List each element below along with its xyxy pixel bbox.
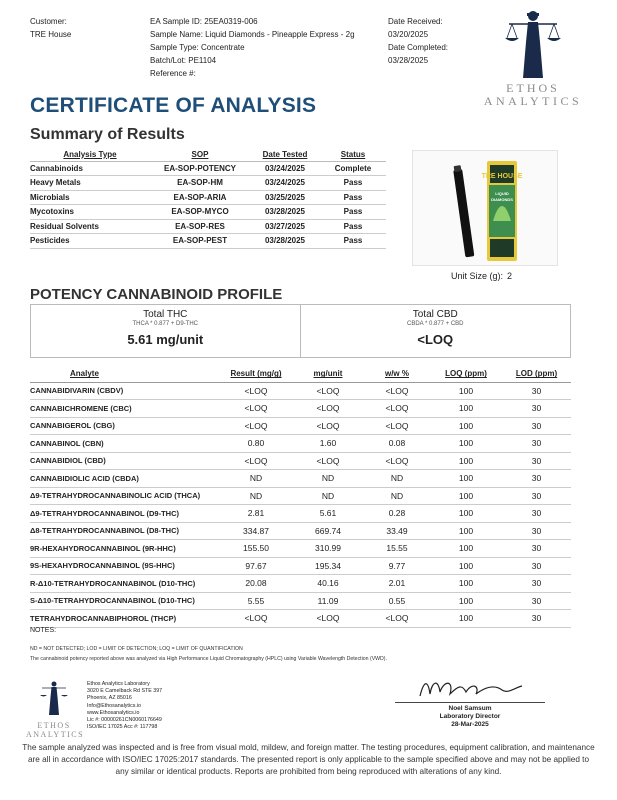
lod-ppm: 30 <box>502 505 571 523</box>
customer-label: Customer: <box>30 17 67 26</box>
certificate-title: CERTIFICATE OF ANALYSIS <box>30 94 317 117</box>
header-result: Result (mg/g) <box>220 366 292 382</box>
table-row <box>30 575 571 593</box>
sample-type: Sample Type: Concentrate <box>150 43 245 52</box>
footer-logo <box>26 680 85 739</box>
lod-ppm: 30 <box>502 557 571 575</box>
loq-ppm: 100 <box>430 540 502 558</box>
lod-ppm: 30 <box>502 382 571 400</box>
product-image <box>412 150 558 266</box>
lab-info <box>87 681 162 731</box>
table-row <box>30 470 571 488</box>
sop: EA-SOP-PEST <box>150 234 250 249</box>
lod-ppm: 30 <box>502 452 571 470</box>
result-mg-g: ND <box>220 470 292 488</box>
table-row <box>30 176 386 191</box>
sop: EA-SOP-HM <box>150 176 250 191</box>
unit-size-label: Unit Size (g): <box>451 271 504 281</box>
summary-header-row <box>30 148 386 161</box>
status: Complete <box>320 161 386 176</box>
mg-unit: 5.61 <box>292 505 364 523</box>
analyte-name: CANNABIDIOL (CBD) <box>30 452 220 470</box>
analyte-name: Δ8-TETRAHYDROCANNABINOL (D8-THC) <box>30 522 220 540</box>
date-received-label: Date Received: <box>388 17 443 26</box>
signer-name: Noel Samsum <box>448 705 492 712</box>
mg-unit: 40.16 <box>292 575 364 593</box>
loq-ppm: 100 <box>430 557 502 575</box>
loq-ppm: 100 <box>430 470 502 488</box>
lab-name: Ethos Analytics Laboratory <box>87 681 150 687</box>
ww-percent: ND <box>364 470 430 488</box>
analysis-type: Heavy Metals <box>30 176 150 191</box>
result-mg-g: 334.87 <box>220 522 292 540</box>
loq-ppm: 100 <box>430 400 502 418</box>
ww-percent: 0.28 <box>364 505 430 523</box>
lod-ppm: 30 <box>502 487 571 505</box>
status: Pass <box>320 176 386 191</box>
loq-ppm: 100 <box>430 417 502 435</box>
loq-ppm: 100 <box>430 575 502 593</box>
lod-ppm: 30 <box>502 470 571 488</box>
disclaimer: The sample analyzed was inspected and is free from visual mold, mildew, and foreign matter. The testing procedures, equipment calibration, and maintenance are all in accordance with ISO/IEC 17025:2017 standards. The presented report is only applicable to the sample specified above and may not be applied to any similar or identical products. Reports are prohibited from being reproduced with alterations of any kind. <box>22 743 595 776</box>
date-tested: 03/28/2025 <box>250 234 320 249</box>
mg-unit: 310.99 <box>292 540 364 558</box>
analyte-name: CANNABINOL (CBN) <box>30 435 220 453</box>
loq-ppm: 100 <box>430 505 502 523</box>
result-mg-g: 155.50 <box>220 540 292 558</box>
result-mg-g: 97.67 <box>220 557 292 575</box>
ww-percent: 9.77 <box>364 557 430 575</box>
loq-ppm: 100 <box>430 382 502 400</box>
date-tested: 03/24/2025 <box>250 176 320 191</box>
analyte-name: CANNABICHROMENE (CBC) <box>30 400 220 418</box>
table-row <box>30 382 571 400</box>
table-row <box>30 190 386 205</box>
table-row <box>30 417 571 435</box>
loq-ppm: 100 <box>430 592 502 610</box>
ww-percent: <LOQ <box>364 610 430 628</box>
lod-ppm: 30 <box>502 522 571 540</box>
signature-block <box>395 676 545 728</box>
product-brand-text: TRE HOUSE <box>481 173 523 180</box>
mg-unit: <LOQ <box>292 417 364 435</box>
sample-id: EA Sample ID: 25EA0319-006 <box>150 17 258 26</box>
total-thc-value: 5.61 mg/unit <box>127 332 204 347</box>
header-loq: LOQ (ppm) <box>430 366 502 382</box>
ww-percent: 33.49 <box>364 522 430 540</box>
date-completed: 03/28/2025 <box>388 56 429 65</box>
table-row <box>30 435 571 453</box>
date-tested: 03/27/2025 <box>250 219 320 234</box>
analyte-name: CANNABIDIVARIN (CBDV) <box>30 382 220 400</box>
lab-license: Lic #: 00000261CN0060176649 <box>87 717 162 724</box>
header-ww: w/w % <box>364 366 430 382</box>
totals-box <box>30 304 571 358</box>
table-row <box>30 487 571 505</box>
loq-ppm: 100 <box>430 610 502 628</box>
lab-website: www.Ethosanalytics.io <box>87 709 140 716</box>
ww-percent: 0.08 <box>364 435 430 453</box>
date-completed-label: Date Completed: <box>388 43 449 52</box>
date-tested: 03/28/2025 <box>250 205 320 220</box>
sop: EA-SOP-MYCO <box>150 205 250 220</box>
loq-ppm: 100 <box>430 487 502 505</box>
header-status: Status <box>320 148 386 161</box>
lod-ppm: 30 <box>502 400 571 418</box>
sop: EA-SOP-ARIA <box>150 190 250 205</box>
signer-title: Laboratory Director <box>439 713 501 720</box>
ww-percent: <LOQ <box>364 400 430 418</box>
unit-size-value: 2 <box>507 271 513 281</box>
lab-address-2: Phoenix, AZ 85016 <box>87 695 132 702</box>
product-label-line-1: LIQUID <box>495 191 509 196</box>
signer-date: 28-Mar-2025 <box>451 721 489 728</box>
analysis-type: Residual Solvents <box>30 219 150 234</box>
loq-ppm: 100 <box>430 522 502 540</box>
mg-unit: ND <box>292 470 364 488</box>
date-received: 03/20/2025 <box>388 30 429 39</box>
result-mg-g: <LOQ <box>220 452 292 470</box>
lod-ppm: 30 <box>502 435 571 453</box>
notes-legend: ND = NOT DETECTED; LOD = LIMIT OF DETECTION; LOQ = LIMIT OF QUANTIFICATION <box>30 646 243 652</box>
analysis-type: Pesticides <box>30 234 150 249</box>
table-row <box>30 400 571 418</box>
analyte-table <box>30 366 571 628</box>
status: Pass <box>320 190 386 205</box>
header-lod: LOD (ppm) <box>502 366 571 382</box>
analyte-name: CANNABIDIOLIC ACID (CBDA) <box>30 470 220 488</box>
batch-lot: Batch/Lot: PE1104 <box>150 56 217 65</box>
notes-label: NOTES: <box>30 627 57 634</box>
date-tested: 03/24/2025 <box>250 161 320 176</box>
result-mg-g: <LOQ <box>220 400 292 418</box>
analyte-name: 9R-HEXAHYDROCANNABINOL (9R-HHC) <box>30 540 220 558</box>
table-row <box>30 452 571 470</box>
table-row <box>30 234 386 249</box>
header-date-tested: Date Tested <box>250 148 320 161</box>
analysis-type: Cannabinoids <box>30 161 150 176</box>
analysis-type: Microbials <box>30 190 150 205</box>
table-row <box>30 592 571 610</box>
summary-title: Summary of Results <box>30 126 185 143</box>
header-sop: SOP <box>150 148 250 161</box>
ww-percent: <LOQ <box>364 417 430 435</box>
table-row <box>30 505 571 523</box>
total-thc-formula: THCA * 0.877 + D9-THC <box>132 321 199 327</box>
lab-address-1: 3020 E Camelback Rd STE 397 <box>87 688 163 695</box>
result-mg-g: <LOQ <box>220 382 292 400</box>
footer-logo-ethos: ETHOS <box>37 721 71 730</box>
logo-text-analytics: ANALYTICS <box>483 94 583 108</box>
mg-unit: <LOQ <box>292 610 364 628</box>
ww-percent: 2.01 <box>364 575 430 593</box>
sop: EA-SOP-RES <box>150 219 250 234</box>
mg-unit: 11.09 <box>292 592 364 610</box>
product-label-line-2: DIAMONDS <box>491 197 513 202</box>
sop: EA-SOP-POTENCY <box>150 161 250 176</box>
unit-size <box>451 271 512 281</box>
justice-figure-icon <box>503 8 563 80</box>
sample-name: Sample Name: Liquid Diamonds - Pineapple Express - 2g <box>150 30 355 39</box>
table-row <box>30 161 386 176</box>
justice-figure-icon <box>34 680 74 716</box>
footer-logo-analytics: ANALYTICS <box>26 730 85 739</box>
analysis-type: Mycotoxins <box>30 205 150 220</box>
lod-ppm: 30 <box>502 417 571 435</box>
lod-ppm: 30 <box>502 610 571 628</box>
signature-line <box>395 702 545 703</box>
result-mg-g: <LOQ <box>220 610 292 628</box>
logo-text-ethos: ETHOS <box>506 81 560 95</box>
result-mg-g: 5.55 <box>220 592 292 610</box>
analyte-name: TETRAHYDROCANNABIPHOROL (THCP) <box>30 610 220 628</box>
analyte-name: R-Δ10-TETRAHYDROCANNABINOL (D10-THC) <box>30 575 220 593</box>
table-row <box>30 219 386 234</box>
header-analyte: Analyte <box>30 366 220 382</box>
status: Pass <box>320 219 386 234</box>
result-mg-g: 0.80 <box>220 435 292 453</box>
lod-ppm: 30 <box>502 575 571 593</box>
handwritten-signature <box>410 676 530 702</box>
notes-method: The cannabinoid potency reported above was analyzed via High Performance Liquid Chromatography (HPLC) using Variable Wavelength Detection (VWD). <box>30 656 387 662</box>
total-cbd-value: <LOQ <box>417 332 454 347</box>
lab-iso: ISO/IEC 17025 Acc #: 117798 <box>87 724 158 731</box>
result-mg-g: 20.08 <box>220 575 292 593</box>
analyte-header-row <box>30 366 571 382</box>
mg-unit: <LOQ <box>292 452 364 470</box>
analyte-name: S-Δ10-TETRAHYDROCANNABINOL (D10-THC) <box>30 592 220 610</box>
mg-unit: <LOQ <box>292 400 364 418</box>
header-analysis-type: Analysis Type <box>30 148 150 161</box>
analyte-name: 9S-HEXAHYDROCANNABINOL (9S-HHC) <box>30 557 220 575</box>
table-row <box>30 557 571 575</box>
date-tested: 03/25/2025 <box>250 190 320 205</box>
analyte-name: Δ9-TETRAHYDROCANNABINOLIC ACID (THCA) <box>30 487 220 505</box>
ww-percent: 15.55 <box>364 540 430 558</box>
ww-percent: <LOQ <box>364 452 430 470</box>
total-cbd-label: Total CBD <box>412 309 458 320</box>
ethos-logo <box>468 8 598 118</box>
table-row <box>30 610 571 628</box>
mg-unit: 669.74 <box>292 522 364 540</box>
potency-title: POTENCY CANNABINOID PROFILE <box>30 286 283 303</box>
status: Pass <box>320 234 386 249</box>
total-thc <box>31 305 301 357</box>
total-cbd-formula: CBDA * 0.877 + CBD <box>406 321 464 327</box>
table-row <box>30 522 571 540</box>
total-cbd <box>301 305 571 357</box>
table-row <box>30 540 571 558</box>
lod-ppm: 30 <box>502 540 571 558</box>
result-mg-g: 2.81 <box>220 505 292 523</box>
mg-unit: <LOQ <box>292 382 364 400</box>
loq-ppm: 100 <box>430 435 502 453</box>
mg-unit: 195.34 <box>292 557 364 575</box>
loq-ppm: 100 <box>430 452 502 470</box>
analyte-name: Δ9-TETRAHYDROCANNABINOL (D9-THC) <box>30 505 220 523</box>
result-mg-g: <LOQ <box>220 417 292 435</box>
ww-percent: 0.55 <box>364 592 430 610</box>
ww-percent: <LOQ <box>364 382 430 400</box>
reference: Reference #: <box>150 69 196 78</box>
vape-pen-image <box>413 151 559 267</box>
header-mg-unit: mg/unit <box>292 366 364 382</box>
ww-percent: ND <box>364 487 430 505</box>
analyte-name: CANNABIGEROL (CBG) <box>30 417 220 435</box>
table-row <box>30 205 386 220</box>
result-mg-g: ND <box>220 487 292 505</box>
mg-unit: ND <box>292 487 364 505</box>
lod-ppm: 30 <box>502 592 571 610</box>
summary-table <box>30 148 386 249</box>
mg-unit: 1.60 <box>292 435 364 453</box>
lab-email: Info@Ethosanalytics.io <box>87 702 141 709</box>
customer-name: TRE House <box>30 30 72 39</box>
total-thc-label: Total THC <box>143 309 188 320</box>
status: Pass <box>320 205 386 220</box>
